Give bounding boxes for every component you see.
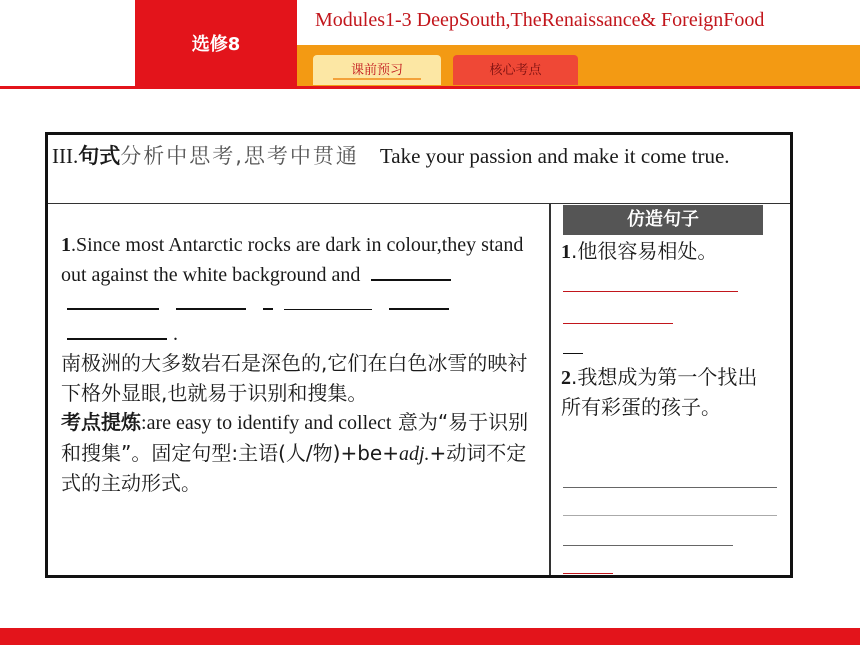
blank-6[interactable] <box>389 290 449 310</box>
answer-line-2c[interactable] <box>563 545 733 546</box>
answer-line-1c[interactable] <box>563 353 583 354</box>
sentence-table <box>45 132 793 578</box>
item1-number: 1 <box>561 241 571 263</box>
heading-bold: 句式 <box>78 144 121 168</box>
example-sentence-cell <box>61 231 537 500</box>
section-label: 选修8 <box>191 34 241 55</box>
point-colon: : <box>141 412 147 434</box>
point-meaning: 意为“易于识别和搜集”。固定句型:主语(人/物)+be+ <box>61 410 529 465</box>
tab-key-points-label: 核心考点 <box>489 63 542 78</box>
imitation-badge: 仿造句子 <box>563 205 763 235</box>
imitation-item-2 <box>561 363 776 423</box>
point-label: 考点提炼 <box>61 410 141 434</box>
item-number: 1 <box>61 234 71 256</box>
module-title: Modules1-3 DeepSouth,TheRenaissance& ForeignFood <box>315 9 765 31</box>
item2-number: 2 <box>561 367 571 389</box>
heading-numeral: III. <box>52 144 79 168</box>
tab-preview-label: 课前预习 <box>350 63 403 78</box>
answer-line-1a[interactable] <box>563 291 738 292</box>
blank-1[interactable] <box>371 261 451 281</box>
blank-3[interactable] <box>176 290 246 310</box>
imitation-item-1 <box>561 237 776 267</box>
table-heading <box>48 135 790 204</box>
blank-5[interactable] <box>284 291 372 310</box>
footer-bar <box>0 628 860 645</box>
end-punct: . <box>173 322 178 345</box>
header-divider <box>0 86 860 89</box>
example-sentence: .Since most Antarctic rocks are dark in colour,they stand out against the white background and <box>61 234 524 286</box>
blank-7[interactable] <box>67 320 167 340</box>
page-number: -11- <box>806 98 842 119</box>
item2-text: .我想成为第一个找出所有彩蛋的孩子。 <box>561 365 758 419</box>
heading-subtitle: 分析中思考,思考中贯通 <box>120 144 359 168</box>
tab-active-underline <box>333 78 421 80</box>
answer-line-1b[interactable] <box>563 323 673 324</box>
item1-text: .他很容易相处。 <box>571 239 718 263</box>
tab-preview[interactable] <box>313 55 441 85</box>
blank-4[interactable] <box>263 290 273 310</box>
column-divider <box>549 203 551 575</box>
blank-2[interactable] <box>67 290 159 310</box>
point-adj: adj. <box>398 442 430 465</box>
chinese-translation: 南极洲的大多数岩石是深色的,它们在白色冰雪的映衬下格外显眼,也就易于识别和搜集。 <box>61 351 528 405</box>
tab-key-points[interactable] <box>453 55 578 85</box>
answer-line-2a[interactable] <box>563 487 777 488</box>
heading-english: Take your passion and make it come true. <box>379 144 730 168</box>
point-phrase: are easy to identify and collect <box>146 412 392 434</box>
answer-line-2d[interactable] <box>563 573 613 574</box>
point-end: +动词不定式的主动形式。 <box>61 440 527 495</box>
section-label-block <box>135 0 297 86</box>
answer-line-2b[interactable] <box>563 515 777 516</box>
